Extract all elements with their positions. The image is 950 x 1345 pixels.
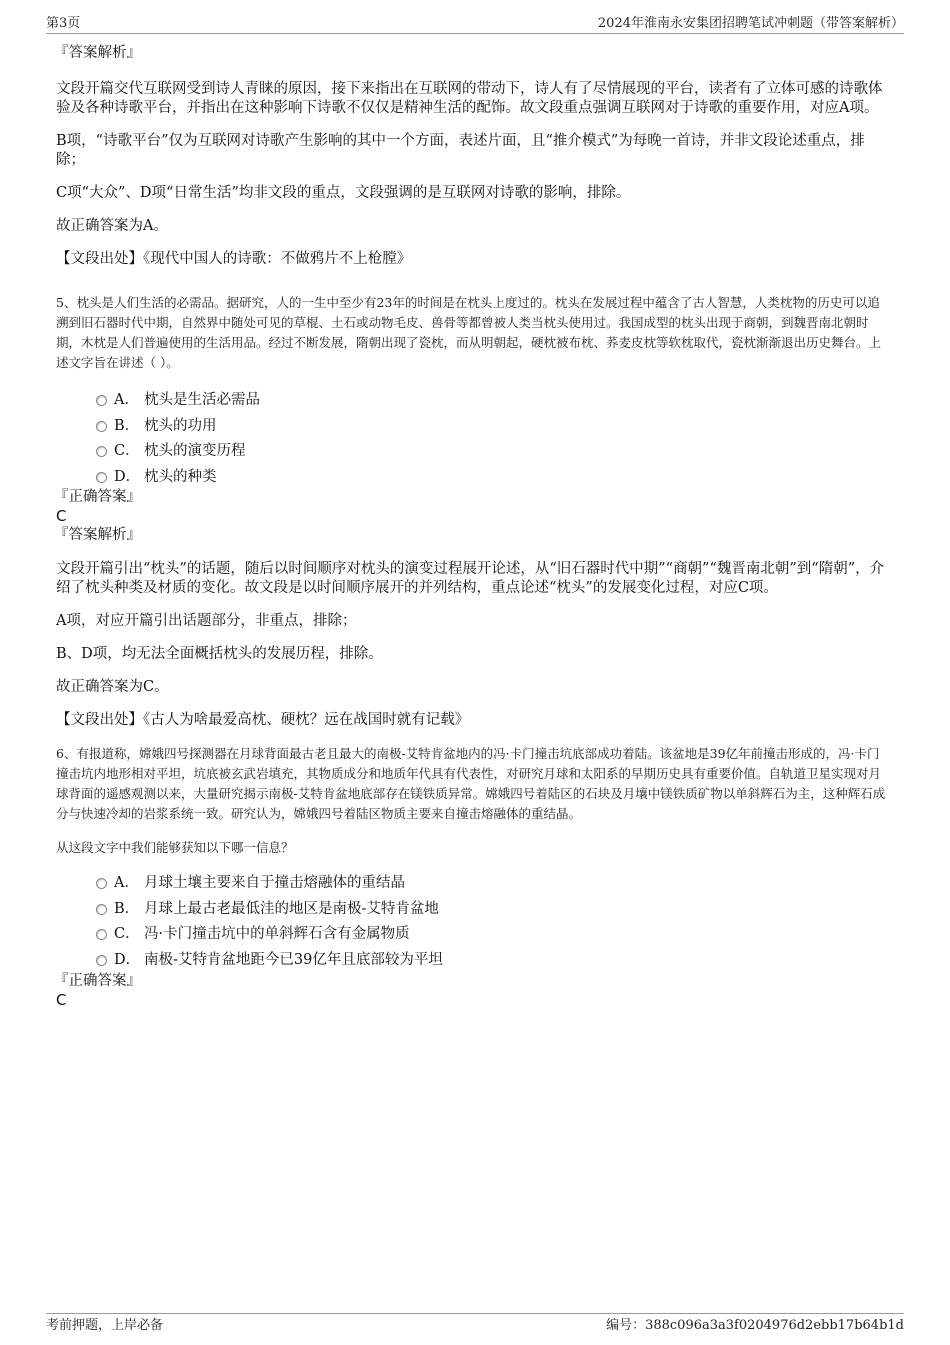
radio-icon[interactable] [96,421,107,432]
q5-option-c[interactable]: C． 枕头的演变历程 [56,440,890,466]
q5-answer: C [56,507,67,525]
page-header [46,13,904,34]
page-footer [46,1313,904,1338]
q6-option-d[interactable]: D． 南极-艾特肯盆地距今已39亿年且底部较为平坦 [56,949,890,975]
radio-icon[interactable] [96,395,107,406]
q5-analysis-p3: B、D项，均无法全面概括枕头的发展历程，排除。 [56,646,383,662]
radio-icon[interactable] [96,904,107,915]
page-content [56,44,890,1010]
q5-analysis-p2: A项，对应开篇引出话题部分，非重点，排除； [56,613,357,629]
q5-analysis-p4: 故正确答案为C。 [56,679,169,695]
radio-icon[interactable] [96,472,107,483]
q4-analysis-p3: C项“大众”、D项“日常生活”均非文段的重点，文段强调的是互联网对诗歌的影响，排除。 [56,185,631,201]
q4-analysis-p2: B项，“诗歌平台”仅为互联网对诗歌产生影响的其中一个方面，表述片面，且“推介模式”为每晚一首诗，并非文段论述重点，排除； [56,133,865,168]
q5-options [56,389,890,491]
document-title: 2024年淮南永安集团招聘笔试冲刺题（带答案解析） [597,16,904,31]
q6-option-a[interactable]: A． 月球土壤主要来自于撞击熔融体的重结晶 [56,872,890,898]
q5-option-a[interactable]: A． 枕头是生活必需品 [56,389,890,415]
footer-slogan: 考前押题，上岸必备 [46,1318,164,1333]
q5-analysis-p1: 文段开篇引出“枕头”的话题，随后以时间顺序对枕头的演变过程展开论述，从“旧石器时代中期”“商朝”“魏晋南北朝”到“隋朝”，介绍了枕头种类及材质的变化。故文段是以时间顺序展开的并列结构，重点论述“枕头”的发展变化过程，对应C项。 [56,561,885,596]
q4-analysis-p1: 文段开篇交代互联网受到诗人青睐的原因，接下来指出在互联网的带动下，诗人有了尽情展现的平台，读者有了立体可感的诗歌体验及各种诗歌平台，并指出在这种影响下诗歌不仅仅是精神生活的配饰。故文段重点强调互联网对于诗歌的重要作用，对应A项。 [56,81,883,116]
radio-icon[interactable] [96,446,107,457]
q6-question: 从这段文字中我们能够获知以下哪一信息？ [56,840,294,855]
q4-analysis-p4: 故正确答案为A。 [56,218,168,234]
q6-answer-label: 『正确答案』 [54,973,141,989]
radio-icon[interactable] [96,878,107,889]
q5-option-d[interactable]: D． 枕头的种类 [56,466,890,492]
q5-answer-label: 『正确答案』 [54,489,141,505]
q5-stem: 5、枕头是人们生活的必需品。据研究，人的一生中至少有23年的时间是在枕头上度过的。枕头在发展过程中蕴含了古人智慧，人类枕物的历史可以追溯到旧石器时代中期，自然界中随处可见的草棍、土石或动物毛皮、兽骨等都曾被人类当枕头使用过。我国成型的枕头出现于商朝，到魏晋南北朝时期，木枕是人们普遍使用的生活用品。经过不断发展，隋朝出现了瓷枕，而从明朝起，硬枕被布枕、荞麦皮枕等软枕取代，瓷枕渐渐退出历史舞台。上述文字旨在讲述（ ）。 [56,295,882,370]
q5-source: 【文段出处】《古人为啥最爱高枕、硬枕？远在战国时就有记载》 [56,712,470,728]
q5-option-b[interactable]: B． 枕头的功用 [56,415,890,441]
radio-icon[interactable] [96,955,107,966]
q6-options [56,872,890,974]
q6-option-b[interactable]: B． 月球上最古老最低洼的地区是南极-艾特肯盆地 [56,898,890,924]
q6-answer: C [56,991,67,1009]
q6-stem: 6、有报道称，嫦娥四号探测器在月球背面最古老且最大的南极-艾特肯盆地内的冯·卡门撞击坑底部成功着陆。该盆地是39亿年前撞击形成的，冯·卡门撞击坑内地形相对平坦，坑底被玄武岩填充，其物质成分和地质年代具有代表性，对研究月球和太阳系的早期历史具有重要价值。自轨道卫星实现对月球背面的遥感观测以来，大量研究揭示南极-艾特肯盆地底部存在镁铁质异常。嫦娥四号着陆区的石块及月壤中镁铁质矿物以单斜辉石为主，这种辉石成分与快速冷却的岩浆系统一致。研究认为，嫦娥四号着陆区物质主要来自撞击熔融体的重结晶。 [56,746,886,821]
page-number: 第3页 [46,16,81,31]
document-code: 编号：388c096a3a3f0204976d2ebb17b64b1d [606,1318,904,1333]
q4-analysis-label: 『答案解析』 [54,45,141,61]
q5-analysis-label: 『答案解析』 [54,527,141,543]
radio-icon[interactable] [96,929,107,940]
q6-option-c[interactable]: C． 冯·卡门撞击坑中的单斜辉石含有金属物质 [56,923,890,949]
q4-source: 【文段出处】《现代中国人的诗歌：不做鸦片不上枪膛》 [56,251,412,267]
